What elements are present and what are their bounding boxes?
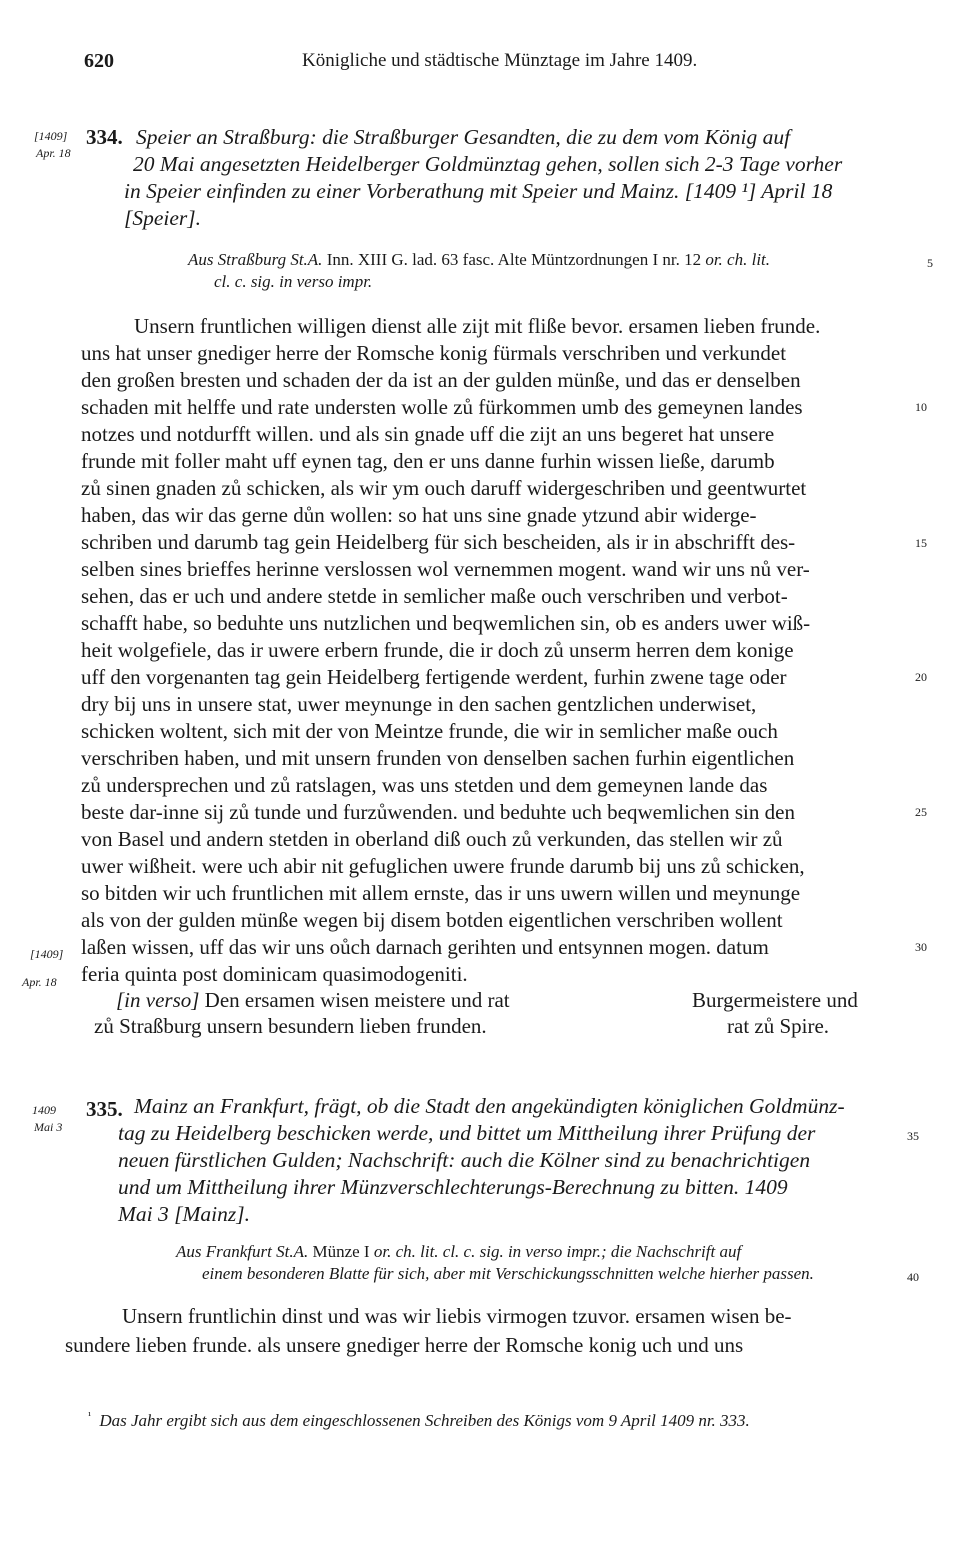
document-number-334: 334. [86,125,123,149]
source-shelfmark: Münze I [308,1242,374,1261]
source-description: or. ch. lit. [705,250,771,269]
text-line: beste dar-inne sij zů tunde und furzůwenden. und beduhte uch beqwemlichen sin den [81,800,795,824]
sender-line: rat zů Spire. [727,1014,830,1038]
regest-line: und um Mittheilung ihrer Münzverschlechterungs-Berechnung zu bitten. 1409 [118,1175,788,1199]
margin-year-335: 1409 [32,1103,56,1117]
sender-line: Burgermeistere und [692,988,858,1012]
text-line: schaden mit helffe und rate understen wolle zů fürkommen umb des gemeynen landes [81,395,803,419]
source-description: or. ch. lit. cl. c. sig. in verso impr.; die Nachschrift auf [373,1242,742,1261]
margin-date-335: Mai 3 [34,1120,63,1134]
address-prefix: [in verso] [116,988,200,1012]
line-number: 35 [907,1129,919,1143]
margin-date-date: Apr. 18 [22,975,57,989]
text-line: von Basel und andern stetden in oberland diß ouch zů verkunden, das stellen wir zů [81,827,783,851]
text-line: heit wolgefiele, das ir uwere erbern frunde, die ir doch zů unserm herren dem konige [81,638,794,662]
regest-line: neuen fürstlichen Gulden; Nachschrift: auch die Kölner sind zu benachrichtigen [118,1148,811,1172]
line-number: 10 [915,400,927,414]
text-line: sehen, das er uch und andere stetde in semlicher maße ouch verschriben und verbot- [81,584,788,608]
text-line: Unsern fruntlichen willigen dienst alle zijt mit fliße bevor. ersamen lieben frunde. [134,314,821,338]
document-number-335: 335. [86,1097,123,1121]
text-line: uff den vorgenanten tag gein Heidelberg fertigende werdent, furhin zwene tage oder [81,665,787,689]
text-line: uwer wißheit. were uch abir nit gefuglichen uwere frunde darumb bij uns zů schicken, [81,854,805,878]
text-line: schicken woltent, sich mit der von Meintze frunde, die wir in semlicher maße ouch [81,719,778,743]
source-line [188,249,770,271]
text-line: dry bij uns in unsere stat, uwer meynunge in den sachen gentzlichen underwiset, [81,692,757,716]
margin-year-334: [1409] [34,129,68,143]
text-line: sundere lieben frunde. als unsere gnediger herre der Romsche konig uch und uns [65,1333,744,1357]
page-number: 620 [84,50,114,72]
regest-line: [Speier]. [124,206,202,230]
source-line [176,1241,741,1263]
text-line: schriben und darumb tag gein Heidelberg für sich bescheiden, als ir in abschrifft des- [81,530,796,554]
text-line: selben sines brieffes herinne verslossen wol vernemmen mogent. wand wir uns nů ver- [81,557,810,581]
source-archive: Aus Frankfurt St.A. [176,1242,309,1261]
regest-line: tag zu Heidelberg beschicken werde, und bittet um Mittheilung ihrer Prüfung der [118,1121,816,1145]
text-line: frunde mit foller maht uff eynen tag, den er uns danne furhin wissen ließe, darumb [81,449,775,473]
text-line: schafft habe, so beduhte uns nutzlichen und beqwemlichen sin, ob es anders uwer wiß- [81,611,811,635]
source-line [214,271,372,293]
margin-date-334: Apr. 18 [36,146,71,160]
text-line: so bitden wir uch fruntlichen mit allem ernste, das ir uns uwern willen und meynunge [81,881,801,905]
text-line: uns hat unser gnediger herre der Romsche konig fürmals verschriben und verkundet [81,341,787,365]
line-number: 30 [915,940,927,954]
line-number: 5 [927,256,933,270]
margin-year-date: [1409] [30,947,64,961]
address-line [116,988,510,1013]
address-line: zů Straßburg unsern besundern lieben frunden. [94,1014,487,1038]
text-line: zů sinen gnaden zů schicken, als wir ym ouch daruff widergeschriben und geentwurtet [81,476,807,500]
regest-line: in Speier einfinden zu einer Vorberathung mit Speier und Mainz. [1409 ¹] April 18 [124,179,833,203]
source-line [202,1263,814,1285]
footnote [88,1410,750,1431]
text-line: notzes und notdurfft willen. und als sin gnade uff die zijt an uns begeret hat unsere [81,422,775,446]
text-line: verschriben haben, und mit unsern frunden von denselben sachen furhin eigentlichen [81,746,795,770]
line-number: 40 [907,1270,919,1284]
text-line: feria quinta post dominicam quasimodogeniti. [81,962,468,986]
regest-line: 20 Mai angesetzten Heidelberger Goldmünztag gehen, sollen sich 2-3 Tage vorher [133,152,843,176]
text-line: zů undersprechen und zů ratslagen, was uns stetden und dem gemeynen lande das [81,773,768,797]
line-number: 15 [915,536,927,550]
running-title: Königliche und städtische Münztage im Jahre 1409. [302,50,698,71]
source-shelfmark: Inn. XIII G. lad. 63 fasc. Alte Müntzordnungen I nr. 12 [322,250,706,269]
line-number: 20 [915,670,927,684]
regest-line: Speier an Straßburg: die Straßburger Gesandten, die zu dem vom König auf [136,125,791,149]
line-number: 25 [915,805,927,819]
text-line: haben, das wir das gerne důn wollen: so hat uns sine gnade ytzund abir widerge- [81,503,757,527]
footnote-mark: ¹ [88,1410,92,1422]
source-description: cl. c. sig. in verso impr. [214,272,373,291]
source-archive: Aus Straßburg St.A. [188,250,323,269]
text-line: Unsern fruntlichin dinst und was wir liebis virmogen tzuvor. ersamen wisen be- [122,1304,792,1328]
source-description: einem besonderen Blatte für sich, aber mit Verschickungsschnitten welche hierher passen. [202,1264,814,1283]
text-line: als von der gulden münße wegen bij disem botden eigentlichen verschriben wollent [81,908,783,932]
regest-line: Mai 3 [Mainz]. [118,1202,250,1226]
text-line: den großen bresten und schaden der da ist an der gulden münße, und das er denselben [81,368,801,392]
regest-line: Mainz an Frankfurt, frägt, ob die Stadt den angekündigten königlichen Goldmünz- [134,1094,845,1118]
address-text: Den ersamen wisen meistere und rat [199,988,510,1012]
text-line: laßen wissen, uff das wir uns oůch darnach gerihten und entsynnen mogen. datum [81,935,769,959]
footnote-text: Das Jahr ergibt sich aus dem eingeschlossenen Schreiben des Königs vom 9 April 1409 nr. 333. [99,1410,750,1430]
